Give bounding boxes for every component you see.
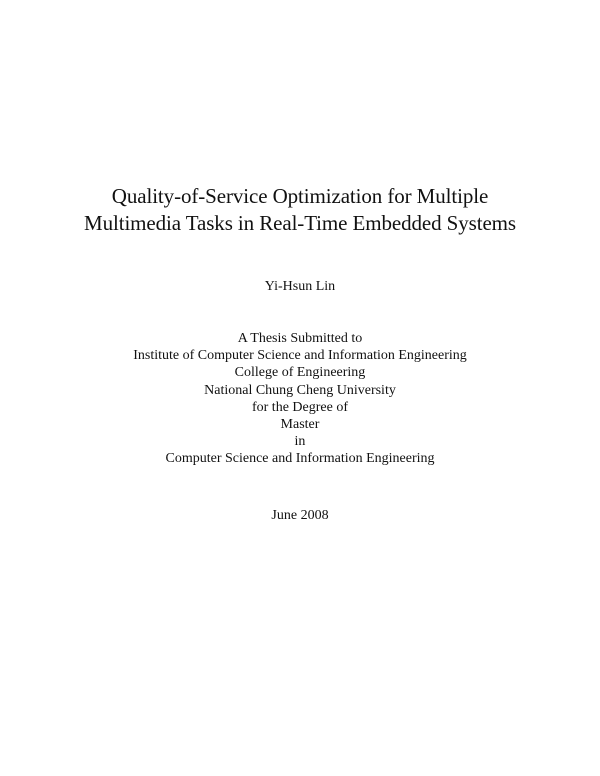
degree-name: Master xyxy=(280,417,320,433)
university-name: National Chung Cheng University xyxy=(204,382,396,398)
submitted-to-line: A Thesis Submitted to xyxy=(237,331,363,346)
thesis-title xyxy=(0,183,600,237)
in-connector: in xyxy=(294,434,306,450)
submission-date: June 2008 xyxy=(271,508,329,523)
thesis-title-line-1: Quality-of-Service Optimization for Multiple xyxy=(111,184,489,208)
degree-prefix: for the Degree of xyxy=(251,399,348,415)
thesis-title-line-2: Multimedia Tasks in Real-Time Embedded Systems xyxy=(84,211,516,235)
author-name: Yi-Hsun Lin xyxy=(264,279,336,294)
institute-name: Institute of Computer Science and Information Engineering xyxy=(133,348,467,364)
field-of-study: Computer Science and Information Engineering xyxy=(165,451,435,467)
submission-statement xyxy=(0,330,600,468)
college-name: College of Engineering xyxy=(234,365,366,381)
